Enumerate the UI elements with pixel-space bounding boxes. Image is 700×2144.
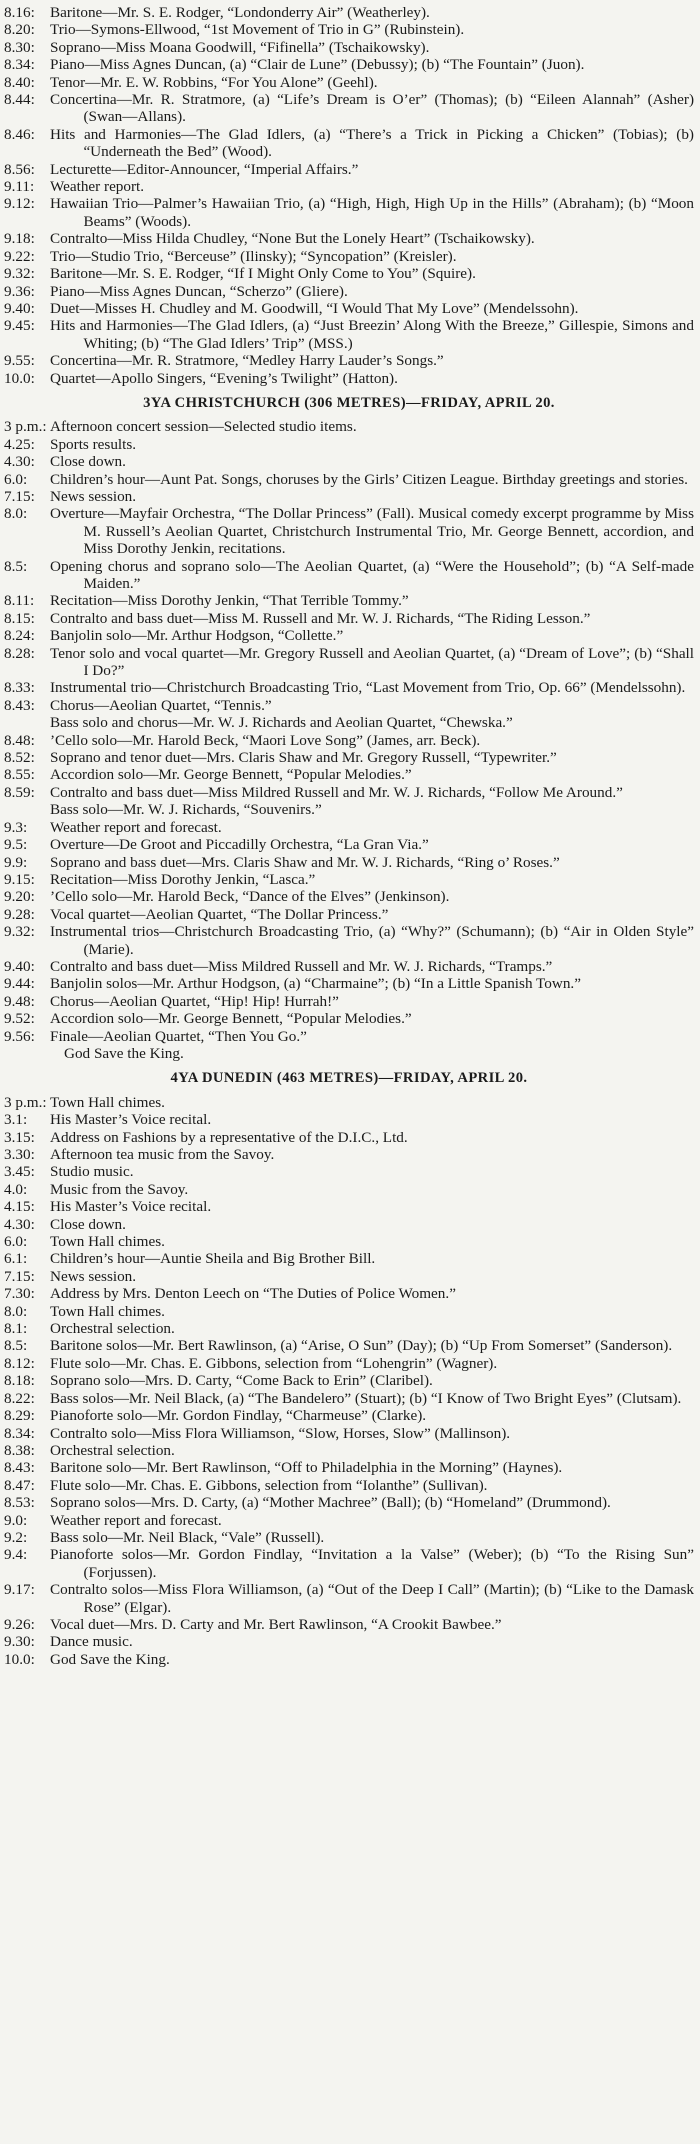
entry-time: 8.34: [4, 56, 35, 74]
entry-time: 8.24: [4, 627, 35, 645]
entry-text: Contralto and bass duet—Miss M. Russell and Mr. W. J. Richards, “The Riding Lesson.” [50, 609, 591, 627]
entry-text: Baritone solo—Mr. Bert Rawlinson, “Off to Philadelphia in the Morning” (Haynes). [50, 1459, 563, 1477]
entry-time: 8.55: [4, 766, 35, 784]
entry-text: ’Cello solo—Mr. Harold Beck, “Dance of the Elves” (Jenkinson). [50, 888, 450, 906]
entry-text: Flute solo—Mr. Chas. E. Gibbons, selection from “Iolanthe” (Sullivan). [50, 1476, 488, 1494]
closing-line: God Save the King. [64, 1044, 184, 1062]
entry-text: Baritone—Mr. S. E. Rodger, “If I Might Only Come to You” (Squire). [50, 265, 476, 283]
programme-entry [4, 1425, 694, 1442]
entry-time: 9.40: [4, 957, 35, 975]
programme-entry [4, 1268, 694, 1285]
entry-time: 4.30: [4, 453, 35, 471]
entry-text: Recitation—Miss Dorothy Jenkin, “Lasca.” [50, 870, 316, 888]
programme-entry [4, 1111, 694, 1128]
entry-time: 9.36: [4, 282, 35, 300]
programme-entry [4, 993, 694, 1010]
entry-time: 4.0: [4, 1180, 28, 1198]
programme-entry [4, 1163, 694, 1180]
entry-time: 8.1: [4, 1320, 28, 1338]
programme-entry [4, 1285, 694, 1302]
entry-time: 10.0: [4, 1650, 35, 1668]
entry-time: 8.47: [4, 1476, 35, 1494]
entry-time: 9.32: [4, 265, 35, 283]
entry-text: Tenor—Mr. E. W. Robbins, “For You Alone” (Geehl). [50, 73, 378, 91]
entry-text: Children’s hour—Aunt Pat. Songs, choruses by the Girls’ Citizen League. Birthday greetings and stories. [50, 470, 688, 488]
entry-time: 3.30: [4, 1146, 35, 1163]
entry-text: Baritone solos—Mr. Bert Rawlinson, (a) “Arise, O Sun” (Day); (b) “Up From Somerset” (Sanderson). [50, 1337, 673, 1355]
entry-text: Banjolin solos—Mr. Arthur Hodgson, (a) “Charmaine”; (b) “In a Little Spanish Town.” [50, 975, 581, 993]
programme-entry [4, 1129, 694, 1146]
entry-text: Bass solo—Mr. W. J. Richards, “Souvenirs.” [50, 801, 322, 819]
programme-entry [4, 1320, 694, 1337]
entry-text: Contralto—Miss Hilda Chudley, “None But the Lonely Heart” (Tschaikowsky). [50, 230, 535, 248]
entry-text: Hits and Harmonies—The Glad Idlers, (a) “There’s a Trick in Picking a Chicken” (Tobias); (b) “Underneath the Bed” (Wood). [50, 125, 694, 161]
entry-time: 8.5: [4, 1337, 28, 1355]
entry-text: Quartet—Apollo Singers, “Evening’s Twilight” (Hatton). [50, 369, 398, 387]
programme-entry [4, 505, 694, 557]
entry-text: Pianoforte solos—Mr. Gordon Findlay, “Invitation a la Valse” (Weber); (b) “To the Rising Sun” (Forjussen). [50, 1546, 694, 1581]
entry-time: 9.12: [4, 195, 35, 213]
programme-entry [4, 975, 694, 992]
programme-entry [4, 248, 694, 265]
programme-entry [4, 56, 694, 73]
entry-time: 6.0: [4, 1233, 28, 1251]
entry-text: Weather report and forecast. [50, 1511, 222, 1529]
entry-time: 8.20: [4, 21, 35, 39]
entry-text: Finale—Aeolian Quartet, “Then You Go.” [50, 1027, 307, 1045]
entry-text: Instrumental trios—Christchurch Broadcasting Trio, (a) “Why?” (Schumann); (b) “Air in Olden Style” (Marie). [50, 923, 694, 958]
entry-time: 8.34: [4, 1424, 35, 1442]
programme-entry [4, 370, 694, 387]
programme-entry [4, 1250, 694, 1267]
programme-entry [4, 714, 694, 731]
entry-text: Baritone—Mr. S. E. Rodger, “Londonderry Air” (Weatherley). [50, 4, 430, 21]
programme-entry [4, 74, 694, 91]
programme-entry [4, 819, 694, 836]
entry-text: Chorus—Aeolian Quartet, “Hip! Hip! Hurrah!” [50, 992, 339, 1010]
entry-time: 8.22: [4, 1389, 35, 1407]
entry-text: News session. [50, 487, 137, 505]
programme-entry [4, 1010, 694, 1027]
entry-text: Concertina—Mr. R. Stratmore, (a) “Life’s Dream is O’er” (Thomas); (b) “Eileen Alannah” (Asher) (Swan—Allans). [50, 91, 694, 126]
entry-time: 8.5: [4, 557, 28, 575]
entry-text: Concertina—Mr. R. Stratmore, “Medley Harry Lauder’s Songs.” [50, 352, 444, 370]
programme-entry [4, 906, 694, 923]
programme-entry [4, 1581, 694, 1616]
entry-time: 9.2: [4, 1528, 28, 1546]
entry-text: Vocal quartet—Aeolian Quartet, “The Dollar Princess.” [50, 905, 389, 923]
programme-entry [4, 732, 694, 749]
entry-text: Contralto and bass duet—Miss Mildred Russell and Mr. W. J. Richards, “Follow Me Around.” [50, 783, 623, 801]
programme-entry [4, 923, 694, 958]
programme-entry [4, 1633, 694, 1650]
programme-entry [4, 126, 694, 161]
programme-entry [4, 418, 694, 435]
programme-entry [4, 1146, 694, 1163]
entry-time: 9.55: [4, 352, 35, 370]
entry-time: 8.28: [4, 644, 35, 662]
entry-time: 9.17: [4, 1581, 35, 1599]
programme-entry [4, 871, 694, 888]
entry-text: Accordion solo—Mr. George Bennett, “Popular Melodies.” [50, 766, 412, 784]
programme-entry [4, 1512, 694, 1529]
entry-time: 3.15: [4, 1128, 35, 1146]
entry-text: Bass solo and chorus—Mr. W. J. Richards and Aeolian Quartet, “Chewska.” [50, 714, 513, 732]
programme-entry [4, 283, 694, 300]
entry-time: 3.1: [4, 1111, 28, 1129]
section-3ya-christchurch [4, 395, 694, 1062]
programme-entry [4, 697, 694, 714]
entry-time: 9.26: [4, 1615, 35, 1633]
entry-text: Vocal duet—Mrs. D. Carty and Mr. Bert Rawlinson, “A Crookit Bawbee.” [50, 1615, 502, 1633]
programme-entry [4, 1616, 694, 1633]
programme-entry [4, 645, 694, 680]
entry-text: Children’s hour—Auntie Sheila and Big Brother Bill. [50, 1250, 376, 1268]
entry-text: Afternoon concert session—Selected studio items. [50, 418, 357, 436]
entry-time: 4.25: [4, 435, 35, 453]
programme-entry [4, 352, 694, 369]
entry-text: Address by Mrs. Denton Leech on “The Duties of Police Women.” [50, 1285, 456, 1303]
programme-entry [4, 195, 694, 230]
entry-text: Hits and Harmonies—The Glad Idlers, (a) “Just Breezin’ Along With the Breeze,” Gillespie, Simons and Whiting; (b) “The Glad Idlers’ Trip” (MSS.) [50, 317, 694, 352]
entry-text: Piano—Miss Agnes Duncan, “Scherzo” (Gliere). [50, 282, 348, 300]
entry-text: Lecturette—Editor-Announcer, “Imperial Affairs.” [50, 160, 359, 178]
entry-text: Close down. [50, 453, 126, 471]
entry-time: 8.48: [4, 731, 35, 749]
programme-entry [4, 836, 694, 853]
entry-text: Chorus—Aeolian Quartet, “Tennis.” [50, 696, 272, 714]
entry-text: Soprano solo—Mrs. D. Carty, “Come Back to Erin” (Claribel). [50, 1372, 433, 1390]
entry-text: Opening chorus and soprano solo—The Aeolian Quartet, (a) “Were the Household”; (b) “A Self-made Maiden.” [50, 557, 694, 592]
entry-text: Soprano and bass duet—Mrs. Claris Shaw and Mr. W. J. Richards, “Ring o’ Roses.” [50, 853, 560, 871]
programme-entry [4, 265, 694, 282]
entry-text: Contralto solo—Miss Flora Williamson, “Slow, Horses, Slow” (Mallinson). [50, 1424, 511, 1442]
entry-time: 9.45: [4, 317, 35, 335]
entry-text: Overture—De Groot and Piccadilly Orchestra, “La Gran Via.” [50, 836, 429, 854]
entry-time: 9.20: [4, 888, 35, 906]
entry-time: 8.40: [4, 73, 35, 91]
entry-time: 8.38: [4, 1441, 35, 1459]
programme-entry [4, 610, 694, 627]
programme-entry [4, 178, 694, 195]
entry-text: Contralto solos—Miss Flora Williamson, (a) “Out of the Deep I Call” (Martin); (b) “Like to the Damask Rose” (Elgar). [50, 1581, 694, 1616]
programme-entry [4, 1477, 694, 1494]
entry-text: Weather report and forecast. [50, 818, 222, 836]
entry-text: Tenor solo and vocal quartet—Mr. Gregory Russell and Aeolian Quartet, (a) “Dream of Love”; (b) “Shall I Do?” [50, 644, 694, 680]
entry-time: 8.56: [4, 160, 35, 178]
programme-entry [4, 317, 694, 352]
programme-entry [4, 801, 694, 818]
entry-time: 8.11: [4, 592, 35, 610]
entry-time: 8.15: [4, 609, 35, 627]
programme-entry [4, 1094, 694, 1111]
programme-entry [4, 1494, 694, 1511]
programme-entry [4, 453, 694, 470]
section-4ya-dunedin [4, 1070, 694, 1668]
entry-text: Trio—Symons-Ellwood, “1st Movement of Trio in G” (Rubinstein). [50, 21, 465, 39]
entry-time: 3.45: [4, 1163, 35, 1181]
entry-time: 9.0: [4, 1511, 28, 1529]
entry-text: Pianoforte solo—Mr. Gordon Findlay, “Charmeuse” (Clarke). [50, 1407, 427, 1425]
programme-entry [4, 679, 694, 696]
entry-text: Address on Fashions by a representative of the D.I.C., Ltd. [50, 1128, 408, 1146]
programme-entry [4, 1233, 694, 1250]
programme-entry [4, 161, 694, 178]
entry-time: 6.1: [4, 1250, 28, 1268]
entry-text: Close down. [50, 1215, 126, 1233]
entry-time: 9.44: [4, 975, 35, 993]
programme-entry [4, 592, 694, 609]
programme-entry [4, 958, 694, 975]
programme-entry [4, 1355, 694, 1372]
programme-entry [4, 1651, 694, 1668]
entry-time: 4.15: [4, 1198, 35, 1216]
entry-time: 6.0: [4, 470, 28, 488]
entry-time: 8.30: [4, 38, 35, 56]
entry-text: Trio—Studio Trio, “Berceuse” (Ilinsky); “Syncopation” (Kreisler). [50, 247, 457, 265]
entry-text: Duet—Misses H. Chudley and M. Goodwill, “I Would That My Love” (Mendelssohn). [50, 299, 579, 317]
entry-time: 8.33: [4, 679, 35, 697]
entry-text: News session. [50, 1267, 137, 1285]
entry-text: God Save the King. [50, 1650, 170, 1668]
entry-time: 9.48: [4, 992, 35, 1010]
entry-time: 8.44: [4, 91, 35, 109]
programme-entry [4, 1390, 694, 1407]
entry-text: Recitation—Miss Dorothy Jenkin, “That Terrible Tommy.” [50, 592, 409, 610]
entry-text: Instrumental trio—Christchurch Broadcasting Trio, “Last Movement from Trio, Op. 66” (Mendelssohn). [50, 679, 686, 697]
entry-time: 8.0: [4, 1302, 28, 1320]
entry-time: 8.0: [4, 505, 28, 523]
programme-entry [4, 1303, 694, 1320]
entry-text: Bass solo—Mr. Neil Black, “Vale” (Russell). [50, 1528, 325, 1546]
entry-text: Sports results. [50, 435, 137, 453]
entry-time: 8.18: [4, 1372, 35, 1390]
entry-time: 7.15: [4, 487, 35, 505]
programme-entry [4, 488, 694, 505]
programme-entry [4, 784, 694, 801]
entry-text: Hawaiian Trio—Palmer’s Hawaiian Trio, (a) “High, High, High Up in the Hills” (Abraham); (b) “Moon Beams” (Woods). [50, 195, 694, 230]
entry-text: Contralto and bass duet—Miss Mildred Russell and Mr. W. J. Richards, “Tramps.” [50, 957, 553, 975]
programme-entry [4, 888, 694, 905]
entry-time: 8.52: [4, 749, 35, 767]
entry-time: 9.5: [4, 836, 28, 854]
entry-text: Orchestral selection. [50, 1441, 175, 1459]
programme-entry [4, 1459, 694, 1476]
entry-text: Accordion solo—Mr. George Bennett, “Popular Melodies.” [50, 1010, 412, 1028]
programme-entry [4, 1529, 694, 1546]
programme-entry [4, 1372, 694, 1389]
programme-entry [4, 21, 694, 38]
programme-list [4, 418, 694, 1045]
entry-time: 9.56: [4, 1027, 35, 1045]
programme-entry [4, 627, 694, 644]
programme-entry [4, 471, 694, 488]
entry-time: 9.32: [4, 923, 35, 941]
entry-time: 8.12: [4, 1354, 35, 1372]
entry-text: Town Hall chimes. [50, 1093, 165, 1111]
programme-entry [4, 749, 694, 766]
entry-text: His Master’s Voice recital. [50, 1111, 212, 1129]
entry-text: Afternoon tea music from the Savoy. [50, 1146, 275, 1163]
section-heading: 4YA DUNEDIN (463 METRES)—FRIDAY, APRIL 20. [170, 1070, 528, 1087]
programme-entry [4, 1198, 694, 1215]
programme-entry [4, 1407, 694, 1424]
entry-text: Soprano and tenor duet—Mrs. Claris Shaw and Mr. Gregory Russell, “Typewriter.” [50, 749, 557, 767]
programme-list [4, 1094, 694, 1668]
entry-text: Town Hall chimes. [50, 1302, 165, 1320]
programme-entry [4, 766, 694, 783]
entry-time: 3 p.m.: [4, 1093, 47, 1111]
entry-text: Bass solos—Mr. Neil Black, (a) “The Bandelero” (Stuart); (b) “I Know of Two Bright Eyes” (Clutsam). [50, 1389, 682, 1407]
entry-time: 9.28: [4, 905, 35, 923]
programme-entry [4, 1181, 694, 1198]
entry-time: 4.30: [4, 1215, 35, 1233]
entry-time: 9.15: [4, 870, 35, 888]
programme-entry [4, 1216, 694, 1233]
entry-time: 9.11: [4, 178, 35, 196]
entry-time: 9.40: [4, 299, 35, 317]
entry-text: Weather report. [50, 178, 145, 196]
entry-time: 7.30: [4, 1285, 35, 1303]
section-3ya-tail [4, 4, 694, 387]
entry-text: Soprano solos—Mrs. D. Carty, (a) “Mother Machree” (Ball); (b) “Homeland” (Drummond). [50, 1494, 611, 1512]
programme-entry [4, 854, 694, 871]
entry-time: 9.4: [4, 1546, 28, 1564]
programme-entry [4, 300, 694, 317]
section-heading: 3YA CHRISTCHURCH (306 METRES)—FRIDAY, APRIL 20. [143, 394, 555, 411]
entry-text: Soprano—Miss Moana Goodwill, “Fifinella” (Tschaikowsky). [50, 38, 430, 56]
entry-text: Studio music. [50, 1163, 134, 1181]
entry-time: 8.43: [4, 1459, 35, 1477]
entry-time: 7.15: [4, 1267, 35, 1285]
entry-time: 8.29: [4, 1407, 35, 1425]
entry-time: 9.22: [4, 247, 35, 265]
programme-entry [4, 558, 694, 593]
entry-time: 9.9: [4, 853, 28, 871]
entry-time: 8.16: [4, 4, 35, 21]
entry-text: Banjolin solo—Mr. Arthur Hodgson, “Collette.” [50, 627, 344, 645]
programme-entry [4, 1546, 694, 1581]
entry-text: ’Cello solo—Mr. Harold Beck, “Maori Love Song” (James, arr. Beck). [50, 731, 481, 749]
programme-entry [4, 230, 694, 247]
entry-text: Town Hall chimes. [50, 1233, 165, 1251]
programme-entry [4, 91, 694, 126]
entry-time: 9.18: [4, 230, 35, 248]
entry-time: 3 p.m.: [4, 418, 47, 436]
entry-time: 9.30: [4, 1633, 35, 1651]
entry-time: 8.59: [4, 783, 35, 801]
entry-text: Music from the Savoy. [50, 1180, 189, 1198]
entry-time: 8.53: [4, 1494, 35, 1512]
entry-time: 8.46: [4, 125, 35, 143]
entry-text: Dance music. [50, 1633, 133, 1651]
programme-entry [4, 39, 694, 56]
programme-entry [4, 436, 694, 453]
programme-entry [4, 1442, 694, 1459]
entry-text: Orchestral selection. [50, 1320, 175, 1338]
entry-time: 8.43: [4, 696, 35, 714]
programme-entry [4, 1028, 694, 1045]
entry-text: Flute solo—Mr. Chas. E. Gibbons, selection from “Lohengrin” (Wagner). [50, 1354, 498, 1372]
entry-time: 10.0: [4, 369, 35, 387]
programme-entry [4, 1337, 694, 1354]
entry-text: Overture—Mayfair Orchestra, “The Dollar Princess” (Fall). Musical comedy excerpt programme by Miss M. Russell’s Aeolian Quartet, Christchurch Instrumental Trio, Mr. George Bennett, accordion, and Miss Dorothy Jenkin, recitations. [50, 505, 694, 558]
entry-time: 9.52: [4, 1010, 35, 1028]
entry-time: 9.3: [4, 818, 28, 836]
programme-entry [4, 4, 694, 21]
entry-text: His Master’s Voice recital. [50, 1198, 212, 1216]
entry-text: Piano—Miss Agnes Duncan, (a) “Clair de Lune” (Debussy); (b) “The Fountain” (Juon). [50, 56, 585, 74]
